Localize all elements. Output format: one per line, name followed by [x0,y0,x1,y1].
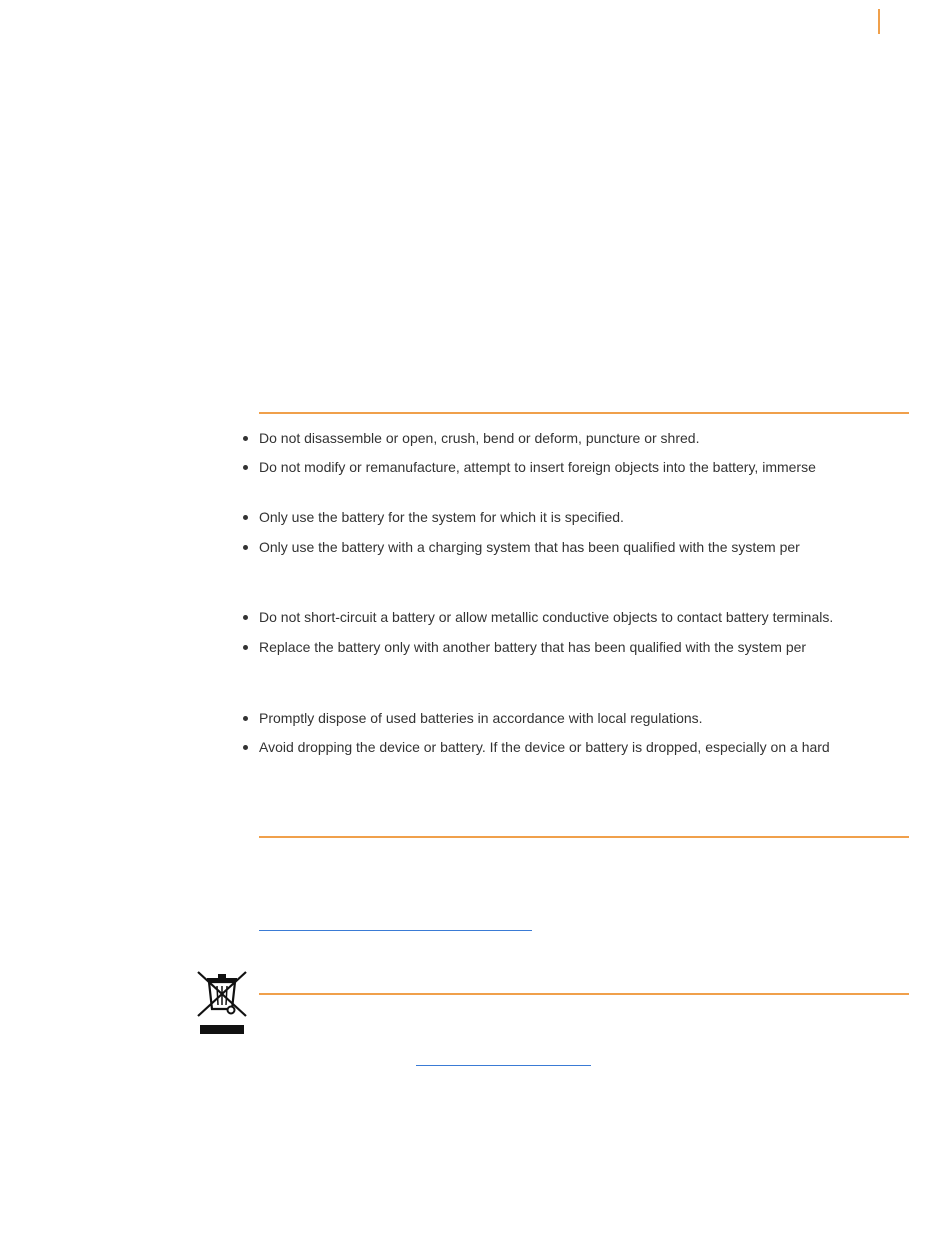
list-item-text: Do not modify or remanufacture, attempt to insert foreign objects into the battery, immerse [259,459,816,475]
list-item-text: Only use the battery for the system for which it is specified. [259,509,624,525]
page-marker [878,9,880,34]
list-item-text: Replace the battery only with another battery that has been qualified with the system per [259,639,807,655]
section-divider [259,993,909,995]
list-item-text: Do not disassemble or open, crush, bend or deform, puncture or shred. [259,430,700,446]
section-divider [259,412,909,414]
list-item-text: Only use the battery with a charging system that has been qualified with the system per [259,539,800,555]
bullet-icon [243,645,248,650]
bullet-icon [243,545,248,550]
list-item-text: Do not short-circuit a battery or allow metallic conductive objects to contact battery terminals. [259,609,834,625]
bullet-icon [243,716,248,721]
section-divider [259,836,909,838]
bullet-icon [243,465,248,470]
hyperlink-underline[interactable] [259,930,532,931]
bullet-icon [243,515,248,520]
hyperlink-underline[interactable] [416,1065,591,1066]
list-item-text: Promptly dispose of used batteries in accordance with local regulations. [259,710,703,726]
bullet-icon [243,436,248,441]
list-item-text: Avoid dropping the device or battery. If the device or battery is dropped, especially on a hard [259,739,830,755]
bullet-icon [243,615,248,620]
bullet-icon [243,745,248,750]
crossed-out-wheelie-bin-icon [196,969,250,1037]
